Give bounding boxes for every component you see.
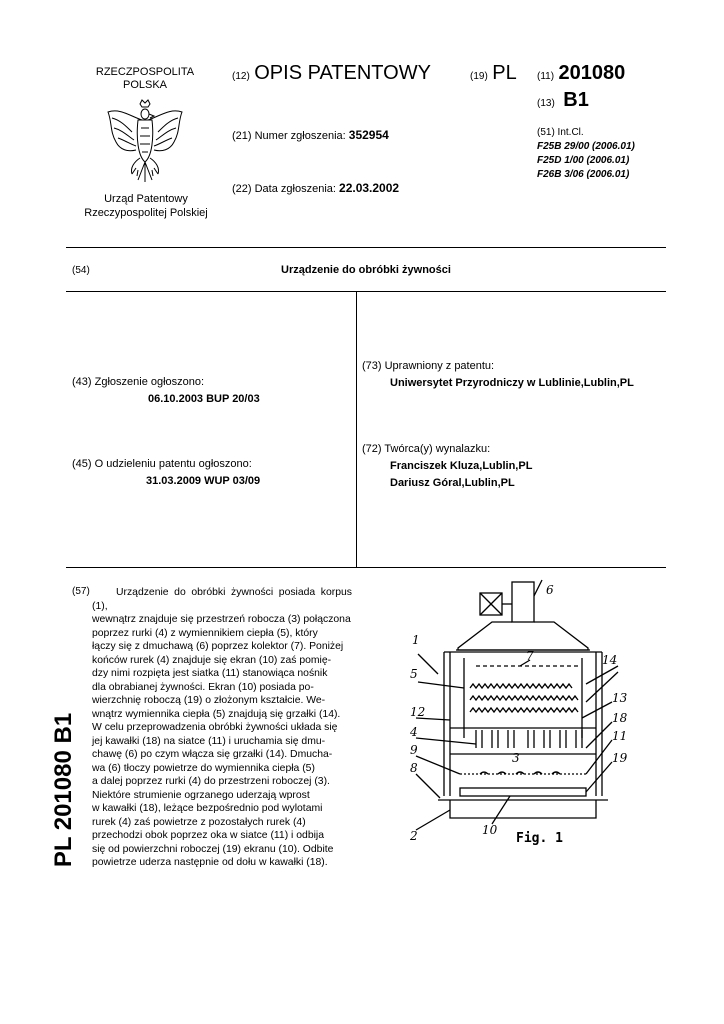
code-13: (13) [537, 98, 555, 109]
divider [66, 247, 666, 248]
screen-10 [460, 788, 586, 796]
ipc-class: F25D 1/00 (2006.01) [537, 155, 630, 166]
publication-value: 06.10.2003 BUP 20/03 [148, 393, 260, 405]
office-line-1: Urząd Patentowy [104, 193, 188, 205]
application-number [232, 128, 389, 142]
fig-label: 4 [410, 725, 418, 739]
fig-label: 12 [410, 705, 426, 719]
fig-label: 11 [612, 729, 628, 743]
patent-number-value: 201080 [558, 62, 626, 84]
fig-label: 6 [546, 583, 554, 597]
figure-drawing [416, 580, 618, 830]
app-no-value: 352954 [348, 128, 389, 142]
ipc-classes [537, 126, 635, 182]
fig-label: 3 [512, 751, 520, 765]
side-patent-label: PL 201080 B1 [50, 712, 77, 868]
abstract-line: Niektóre strumienie ogrzanego uderzają wprost [92, 789, 310, 801]
divider [66, 567, 666, 568]
abstract-line: łączy się z dmuchawą (6) poprzez kolektor (7). Poniżej [92, 641, 344, 652]
abstract-line: chawę (6) po czym włącza się grzałki (14). Dmucha- [92, 749, 333, 760]
figure-caption: Fig. 1 [516, 831, 563, 846]
grant-value: 31.03.2009 WUP 03/09 [146, 475, 261, 487]
abstract-line: w kawałki (18), leżące bezpośrednio pod wylotami [92, 803, 323, 814]
code-12: (12) [232, 71, 250, 82]
abstract-line: wa (6) tłoczy powietrze do wymiennika ciepła (5) [92, 762, 315, 774]
abstract-line: wnątrz wymiennika ciepła (5) znajdują się grzałki (14). [92, 708, 341, 720]
country-name [80, 66, 210, 92]
fig-label: 19 [612, 751, 628, 765]
code-11: (11) [537, 71, 555, 82]
fig-label: 9 [410, 743, 418, 757]
country-code-value: PL [492, 62, 517, 84]
abstract-line: rurek (4) zaś powietrze z pozostałych rurek (4) [92, 816, 306, 828]
patent-figure [380, 578, 630, 848]
abstract-line: Urządzenie do obróbki żywności posiada korpus (1), [92, 587, 352, 612]
filing-label: (22) Data zgłoszenia: [232, 183, 336, 195]
inventor-1: Franciszek Kluza,Lublin,PL [390, 460, 533, 472]
abstract-line: się od powierzchni roboczej (19) ekranu (10). Odbite [92, 843, 334, 855]
abstract-line: a dalej poprzez rurki (4) do przestrzeni roboczej (3). [92, 776, 330, 787]
abstract-line: dzy nimi rozpięta jest siatka (11) stanowiąca nośnik [92, 668, 328, 679]
inventor-2: Dariusz Góral,Lublin,PL [390, 477, 515, 489]
document-type [232, 62, 431, 85]
ipc-label: (51) Int.Cl. [537, 127, 584, 138]
eagle-emblem-icon [100, 98, 190, 184]
fig-label: 5 [410, 667, 418, 681]
owner-value: Uniwersytet Przyrodniczy w Lublinie,Lublin,PL [390, 377, 634, 389]
abstract [92, 586, 352, 870]
filing-date-value: 22.03.2002 [339, 181, 400, 195]
grant-label: (45) O udzieleniu patentu ogłoszono: [72, 458, 252, 470]
abstract-line: wierzchnię roboczą (19) o złożonym kształcie. We- [92, 695, 326, 706]
patent-office-name [66, 192, 226, 220]
kind-value: B1 [563, 89, 589, 111]
fig-label: 14 [602, 653, 618, 667]
ipc-class: F25B 29/00 (2006.01) [537, 141, 635, 152]
doc-type-title: OPIS PATENTOWY [254, 62, 431, 84]
kind-code [537, 89, 589, 112]
abstract-line: jej kawałki (18) na siatce (11) i uruchamia się dmu- [92, 735, 326, 747]
abstract-line: poprzez rurki (4) z wymiennikiem ciepła (5), który [92, 627, 318, 639]
blower-duct [512, 582, 534, 622]
abstract-line: W celu przeprowadzenia obróbki żywności układa się [92, 722, 338, 733]
country-line-1: RZECZPOSPOLITA [95, 66, 195, 78]
owner-label: (73) Uprawniony z patentu: [362, 360, 495, 372]
abstract-line: wewnątrz znajduje się przestrzeń robocza (3) połączona [92, 614, 351, 625]
abstract-line: końców rurek (4) znajduje się ekran (10) zaś pomię- [92, 654, 332, 666]
abstract-line: przechodzi obok poprzez oka w siatce (11) i odbija [92, 830, 324, 841]
filing-date [232, 181, 399, 195]
title-code: (54) [72, 265, 90, 276]
app-no-label: (21) Numer zgłoszenia: [232, 130, 346, 142]
fig-label: 8 [410, 761, 418, 775]
publication-label: (43) Zgłoszenie ogłoszono: [72, 376, 205, 388]
patent-number [537, 62, 625, 85]
inventor-label: (72) Twórca(y) wynalazku: [362, 443, 491, 455]
ipc-class: F26B 3/06 (2006.01) [537, 169, 630, 180]
fig-label: 10 [482, 823, 498, 837]
code-19: (19) [470, 71, 488, 82]
abstract-line: dla obrabianej żywności. Ekran (10) posiada po- [92, 681, 314, 693]
fig-label: 7 [526, 649, 534, 663]
fig-label: 18 [612, 711, 628, 725]
column-divider [356, 291, 357, 568]
country-code [470, 62, 517, 85]
invention-title: Urządzenie do obróbki żywności [281, 264, 451, 276]
office-line-2: Rzeczypospolitej Polskiej [84, 207, 208, 219]
abstract-line: powietrze uderza następnie od dołu w kawałki (18). [92, 857, 328, 868]
fig-label: 2 [410, 829, 418, 843]
fig-label: 13 [612, 691, 628, 705]
abstract-code: (57) [72, 586, 90, 597]
country-line-2: POLSKA [122, 79, 168, 91]
divider [66, 291, 666, 292]
fig-label: 1 [412, 633, 420, 647]
